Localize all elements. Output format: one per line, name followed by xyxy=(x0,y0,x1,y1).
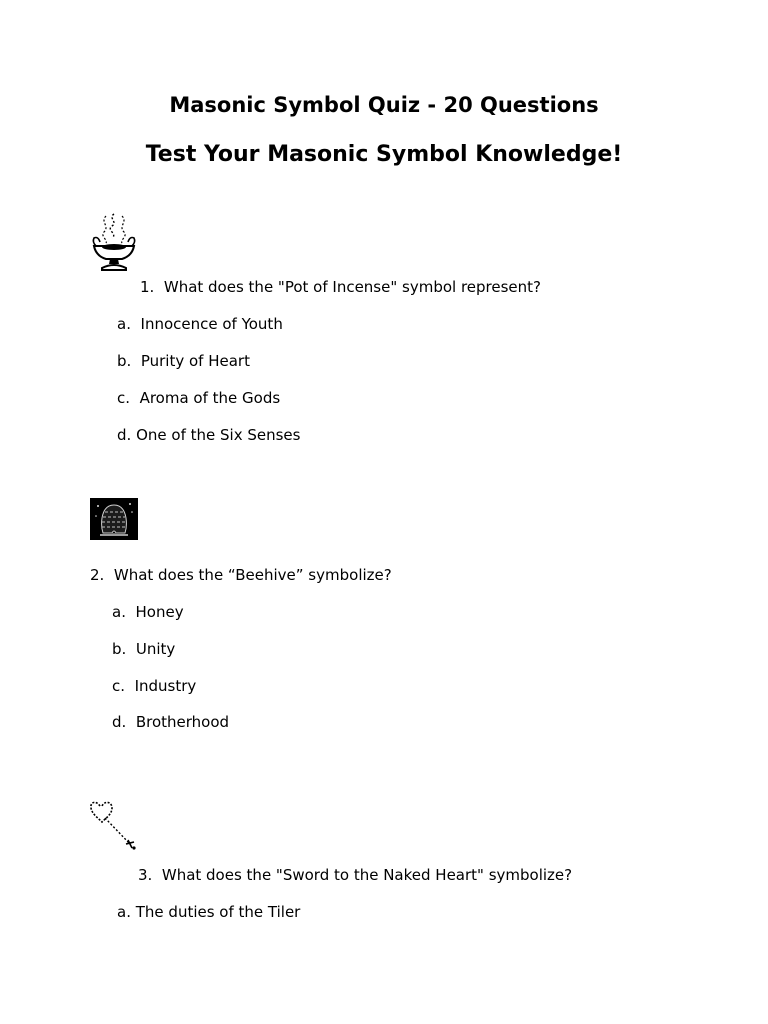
question-2: 2. What does the “Beehive” symbolize? xyxy=(90,566,392,584)
question-3-option-a: a. The duties of the Tiler xyxy=(117,903,301,921)
question-2-option-d: d. Brotherhood xyxy=(112,713,230,731)
question-2-option-a: a. Honey xyxy=(112,603,184,621)
page-subtitle: Test Your Masonic Symbol Knowledge! xyxy=(145,142,623,167)
question-2-option-b: b. Unity xyxy=(112,640,176,658)
question-2-option-c: c. Industry xyxy=(112,677,197,695)
page-title: Masonic Symbol Quiz - 20 Questions xyxy=(169,93,599,117)
beehive-icon xyxy=(90,498,138,540)
sword-to-naked-heart-icon xyxy=(88,798,140,852)
question-1-option-c: c. Aroma of the Gods xyxy=(117,389,281,407)
question-1-option-d: d. One of the Six Senses xyxy=(117,426,301,444)
question-3: 3. What does the "Sword to the Naked Heart" symbolize? xyxy=(138,866,573,884)
question-1-option-a: a. Innocence of Youth xyxy=(117,315,283,333)
pot-of-incense-icon xyxy=(88,210,140,272)
question-1: 1. What does the "Pot of Incense" symbol represent? xyxy=(140,278,542,296)
question-1-option-b: b. Purity of Heart xyxy=(117,352,250,370)
